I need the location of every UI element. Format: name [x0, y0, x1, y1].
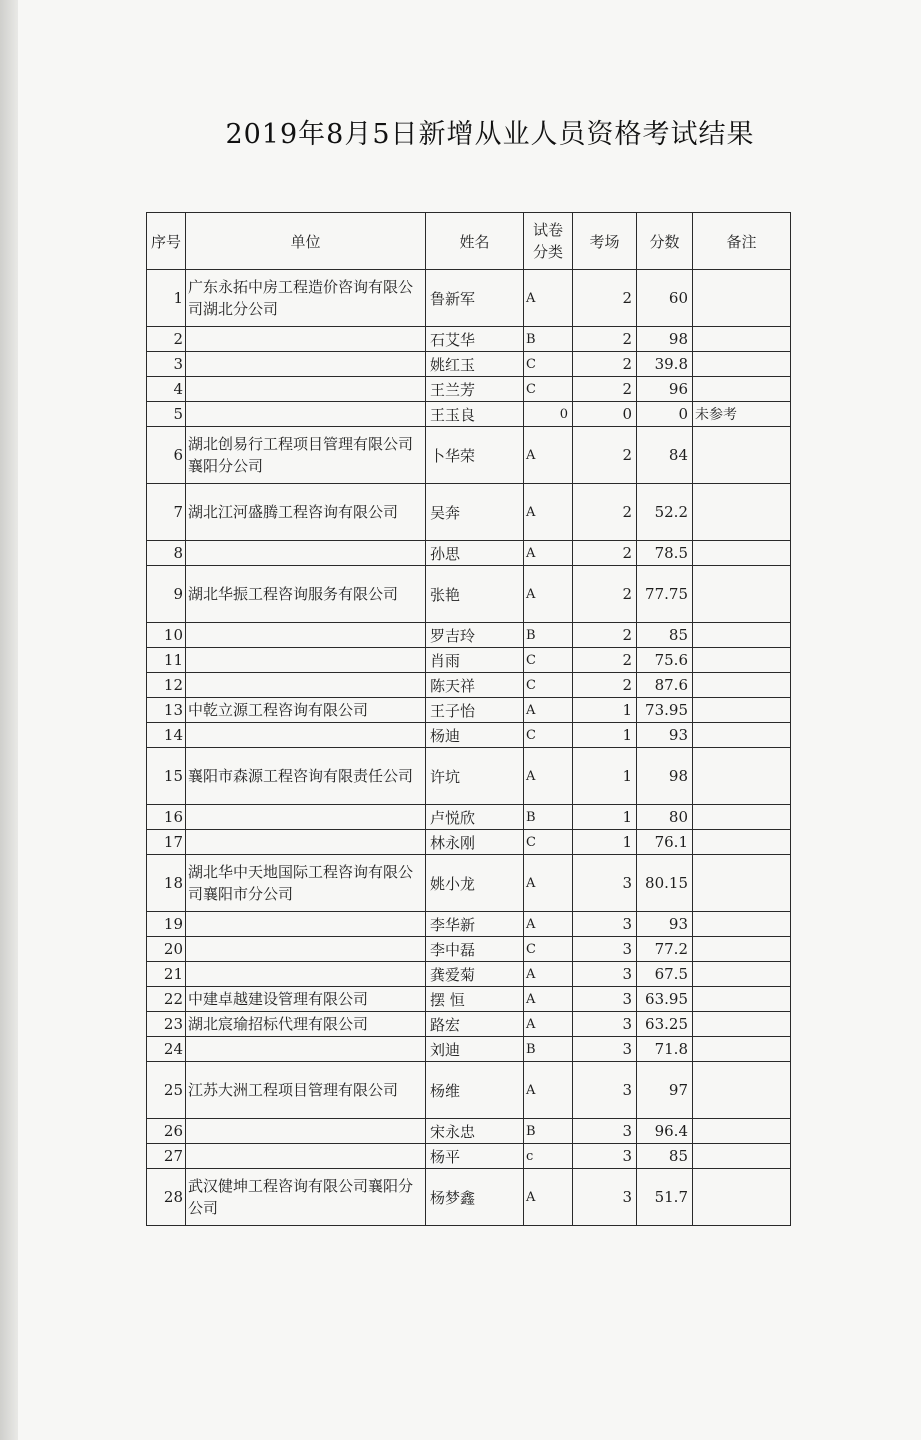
- row-paper-type: C: [524, 723, 573, 748]
- row-unit: [186, 723, 426, 748]
- row-paper-type: c: [524, 1144, 573, 1169]
- row-paper-type: A: [524, 912, 573, 937]
- row-no: 28: [147, 1169, 186, 1226]
- row-no: 8: [147, 541, 186, 566]
- row-no: 9: [147, 566, 186, 623]
- row-note: [693, 855, 791, 912]
- row-exam-room: 2: [573, 673, 637, 698]
- row-paper-type: A: [524, 698, 573, 723]
- row-note: 未参考: [693, 402, 791, 427]
- row-note: [693, 937, 791, 962]
- row-note: [693, 1169, 791, 1226]
- row-score: 85: [637, 1144, 693, 1169]
- row-no: 19: [147, 912, 186, 937]
- table-row: [147, 830, 791, 855]
- row-paper-type: C: [524, 673, 573, 698]
- row-unit: 广东永拓中房工程造价咨询有限公司湖北分公司: [186, 270, 426, 327]
- row-name: 刘迪: [426, 1037, 524, 1062]
- row-no: 1: [147, 270, 186, 327]
- table-row: [147, 1062, 791, 1119]
- row-name: 张艳: [426, 566, 524, 623]
- row-note: [693, 748, 791, 805]
- row-name: 卜华荣: [426, 427, 524, 484]
- row-exam-room: 1: [573, 805, 637, 830]
- row-name: 杨迪: [426, 723, 524, 748]
- row-note: [693, 541, 791, 566]
- row-score: 51.7: [637, 1169, 693, 1226]
- row-no: 3: [147, 352, 186, 377]
- row-exam-room: 3: [573, 1169, 637, 1226]
- row-paper-type: A: [524, 541, 573, 566]
- table-row: [147, 855, 791, 912]
- row-note: [693, 352, 791, 377]
- row-unit: 中建卓越建设管理有限公司: [186, 987, 426, 1012]
- row-paper-type: A: [524, 962, 573, 987]
- row-exam-room: 3: [573, 1144, 637, 1169]
- row-name: 肖雨: [426, 648, 524, 673]
- row-score: 96: [637, 377, 693, 402]
- row-name: 罗吉玲: [426, 623, 524, 648]
- table-row: [147, 1012, 791, 1037]
- table-row: [147, 352, 791, 377]
- table-header-row: [147, 213, 791, 270]
- table-row: [147, 962, 791, 987]
- header-unit: 单位: [186, 213, 426, 270]
- row-score: 97: [637, 1062, 693, 1119]
- row-exam-room: 2: [573, 566, 637, 623]
- row-name: 林永刚: [426, 830, 524, 855]
- page-edge-shadow: [0, 0, 18, 1440]
- row-no: 2: [147, 327, 186, 352]
- row-unit: 襄阳市森源工程咨询有限责任公司: [186, 748, 426, 805]
- row-unit: [186, 352, 426, 377]
- row-paper-type: A: [524, 427, 573, 484]
- row-exam-room: 2: [573, 377, 637, 402]
- row-name: 姚小龙: [426, 855, 524, 912]
- row-name: 姚红玉: [426, 352, 524, 377]
- table-row: [147, 270, 791, 327]
- row-unit: [186, 673, 426, 698]
- row-no: 5: [147, 402, 186, 427]
- row-name: 许坑: [426, 748, 524, 805]
- row-paper-type: C: [524, 352, 573, 377]
- row-no: 4: [147, 377, 186, 402]
- table-row: [147, 937, 791, 962]
- row-paper-type: A: [524, 484, 573, 541]
- table-row: [147, 987, 791, 1012]
- row-note: [693, 327, 791, 352]
- row-score: 78.5: [637, 541, 693, 566]
- table-row: [147, 623, 791, 648]
- row-note: [693, 427, 791, 484]
- row-unit: [186, 962, 426, 987]
- row-no: 26: [147, 1119, 186, 1144]
- table-row: [147, 1144, 791, 1169]
- row-unit: [186, 1119, 426, 1144]
- row-no: 24: [147, 1037, 186, 1062]
- results-table: [146, 212, 791, 1226]
- table-body: [147, 270, 791, 1226]
- row-unit: [186, 830, 426, 855]
- header-no: 序号: [147, 213, 186, 270]
- row-exam-room: 3: [573, 937, 637, 962]
- row-name: 吴奔: [426, 484, 524, 541]
- row-unit: [186, 1144, 426, 1169]
- row-no: 20: [147, 937, 186, 962]
- row-unit: 武汉健坤工程咨询有限公司襄阳分公司: [186, 1169, 426, 1226]
- row-exam-room: 3: [573, 1012, 637, 1037]
- row-paper-type: A: [524, 1012, 573, 1037]
- table-row: [147, 541, 791, 566]
- row-name: 龚爱菊: [426, 962, 524, 987]
- row-score: 76.1: [637, 830, 693, 855]
- row-paper-type: B: [524, 1037, 573, 1062]
- row-exam-room: 2: [573, 327, 637, 352]
- row-paper-type: A: [524, 1062, 573, 1119]
- row-note: [693, 698, 791, 723]
- row-no: 15: [147, 748, 186, 805]
- row-exam-room: 3: [573, 1062, 637, 1119]
- row-score: 77.2: [637, 937, 693, 962]
- table-row: [147, 673, 791, 698]
- row-paper-type: A: [524, 1169, 573, 1226]
- row-unit: 江苏大洲工程项目管理有限公司: [186, 1062, 426, 1119]
- row-no: 12: [147, 673, 186, 698]
- table-row: [147, 648, 791, 673]
- row-unit: 湖北华振工程咨询服务有限公司: [186, 566, 426, 623]
- row-exam-room: 2: [573, 623, 637, 648]
- row-paper-type: A: [524, 748, 573, 805]
- row-note: [693, 830, 791, 855]
- table-row: [147, 723, 791, 748]
- row-score: 67.5: [637, 962, 693, 987]
- row-unit: [186, 912, 426, 937]
- row-note: [693, 723, 791, 748]
- row-note: [693, 805, 791, 830]
- header-paper: 试卷分类: [524, 213, 573, 270]
- row-paper-type: A: [524, 855, 573, 912]
- row-unit: [186, 805, 426, 830]
- row-name: 王玉良: [426, 402, 524, 427]
- row-score: 80: [637, 805, 693, 830]
- row-exam-room: 0: [573, 402, 637, 427]
- row-score: 93: [637, 723, 693, 748]
- row-note: [693, 566, 791, 623]
- table-row: [147, 1169, 791, 1226]
- row-paper-type: C: [524, 377, 573, 402]
- row-score: 63.95: [637, 987, 693, 1012]
- row-note: [693, 1062, 791, 1119]
- row-score: 96.4: [637, 1119, 693, 1144]
- row-paper-type: A: [524, 987, 573, 1012]
- row-note: [693, 962, 791, 987]
- row-paper-type: B: [524, 805, 573, 830]
- row-score: 0: [637, 402, 693, 427]
- header-room: 考场: [573, 213, 637, 270]
- row-name: 陈天祥: [426, 673, 524, 698]
- row-exam-room: 2: [573, 648, 637, 673]
- row-no: 10: [147, 623, 186, 648]
- row-note: [693, 484, 791, 541]
- row-paper-type: C: [524, 937, 573, 962]
- row-exam-room: 1: [573, 830, 637, 855]
- row-name: 杨梦鑫: [426, 1169, 524, 1226]
- row-score: 63.25: [637, 1012, 693, 1037]
- table-row: [147, 1037, 791, 1062]
- row-no: 14: [147, 723, 186, 748]
- row-score: 77.75: [637, 566, 693, 623]
- row-paper-type: B: [524, 623, 573, 648]
- row-name: 宋永忠: [426, 1119, 524, 1144]
- table-row: [147, 566, 791, 623]
- row-no: 18: [147, 855, 186, 912]
- row-exam-room: 1: [573, 723, 637, 748]
- table-row: [147, 427, 791, 484]
- row-name: 王子怡: [426, 698, 524, 723]
- row-no: 11: [147, 648, 186, 673]
- row-paper-type: C: [524, 830, 573, 855]
- table-row: [147, 698, 791, 723]
- row-no: 21: [147, 962, 186, 987]
- row-score: 73.95: [637, 698, 693, 723]
- row-exam-room: 3: [573, 1037, 637, 1062]
- row-note: [693, 1144, 791, 1169]
- row-exam-room: 1: [573, 698, 637, 723]
- table-row: [147, 1119, 791, 1144]
- row-exam-room: 3: [573, 962, 637, 987]
- row-score: 98: [637, 327, 693, 352]
- table-row: [147, 377, 791, 402]
- row-unit: [186, 937, 426, 962]
- row-unit: [186, 327, 426, 352]
- row-name: 石艾华: [426, 327, 524, 352]
- row-exam-room: 3: [573, 987, 637, 1012]
- row-score: 93: [637, 912, 693, 937]
- row-note: [693, 987, 791, 1012]
- row-name: 李华新: [426, 912, 524, 937]
- row-no: 25: [147, 1062, 186, 1119]
- row-no: 23: [147, 1012, 186, 1037]
- row-no: 16: [147, 805, 186, 830]
- row-note: [693, 1037, 791, 1062]
- row-exam-room: 2: [573, 427, 637, 484]
- row-no: 13: [147, 698, 186, 723]
- row-unit: [186, 623, 426, 648]
- row-note: [693, 648, 791, 673]
- row-exam-room: 2: [573, 541, 637, 566]
- row-exam-room: 1: [573, 748, 637, 805]
- row-score: 39.8: [637, 352, 693, 377]
- row-unit: [186, 402, 426, 427]
- row-note: [693, 1119, 791, 1144]
- table-row: [147, 912, 791, 937]
- row-name: 摆 恒: [426, 987, 524, 1012]
- row-unit: 湖北宸瑜招标代理有限公司: [186, 1012, 426, 1037]
- row-name: 李中磊: [426, 937, 524, 962]
- table-row: [147, 748, 791, 805]
- row-no: 27: [147, 1144, 186, 1169]
- row-score: 98: [637, 748, 693, 805]
- row-no: 17: [147, 830, 186, 855]
- row-paper-type: B: [524, 1119, 573, 1144]
- row-unit: [186, 377, 426, 402]
- table-row: [147, 327, 791, 352]
- row-score: 85: [637, 623, 693, 648]
- row-score: 60: [637, 270, 693, 327]
- row-score: 71.8: [637, 1037, 693, 1062]
- row-note: [693, 673, 791, 698]
- header-name: 姓名: [426, 213, 524, 270]
- row-paper-type: 0: [524, 402, 573, 427]
- row-score: 80.15: [637, 855, 693, 912]
- row-paper-type: C: [524, 648, 573, 673]
- row-exam-room: 3: [573, 1119, 637, 1144]
- row-name: 鲁新军: [426, 270, 524, 327]
- row-score: 75.6: [637, 648, 693, 673]
- row-exam-room: 3: [573, 855, 637, 912]
- row-no: 22: [147, 987, 186, 1012]
- row-exam-room: 2: [573, 352, 637, 377]
- row-name: 路宏: [426, 1012, 524, 1037]
- row-score: 84: [637, 427, 693, 484]
- table-row: [147, 805, 791, 830]
- row-unit: 中乾立源工程咨询有限公司: [186, 698, 426, 723]
- row-name: 杨维: [426, 1062, 524, 1119]
- row-unit: 湖北江河盛腾工程咨询有限公司: [186, 484, 426, 541]
- row-paper-type: A: [524, 270, 573, 327]
- row-unit: 湖北创易行工程项目管理有限公司襄阳分公司: [186, 427, 426, 484]
- row-score: 87.6: [637, 673, 693, 698]
- table-row: [147, 484, 791, 541]
- row-name: 王兰芳: [426, 377, 524, 402]
- row-name: 卢悦欣: [426, 805, 524, 830]
- row-note: [693, 270, 791, 327]
- row-no: 6: [147, 427, 186, 484]
- row-name: 孙思: [426, 541, 524, 566]
- row-exam-room: 3: [573, 912, 637, 937]
- row-paper-type: B: [524, 327, 573, 352]
- row-name: 杨平: [426, 1144, 524, 1169]
- row-no: 7: [147, 484, 186, 541]
- row-exam-room: 2: [573, 270, 637, 327]
- header-note: 备注: [693, 213, 791, 270]
- row-unit: [186, 1037, 426, 1062]
- row-unit: [186, 541, 426, 566]
- row-paper-type: A: [524, 566, 573, 623]
- table-row: [147, 402, 791, 427]
- header-score: 分数: [637, 213, 693, 270]
- row-score: 52.2: [637, 484, 693, 541]
- row-exam-room: 2: [573, 484, 637, 541]
- row-unit: [186, 648, 426, 673]
- row-note: [693, 1012, 791, 1037]
- page-title: 2019年8月5日新增从业人员资格考试结果: [225, 119, 755, 150]
- row-note: [693, 377, 791, 402]
- row-note: [693, 912, 791, 937]
- row-note: [693, 623, 791, 648]
- row-unit: 湖北华中天地国际工程咨询有限公司襄阳市分公司: [186, 855, 426, 912]
